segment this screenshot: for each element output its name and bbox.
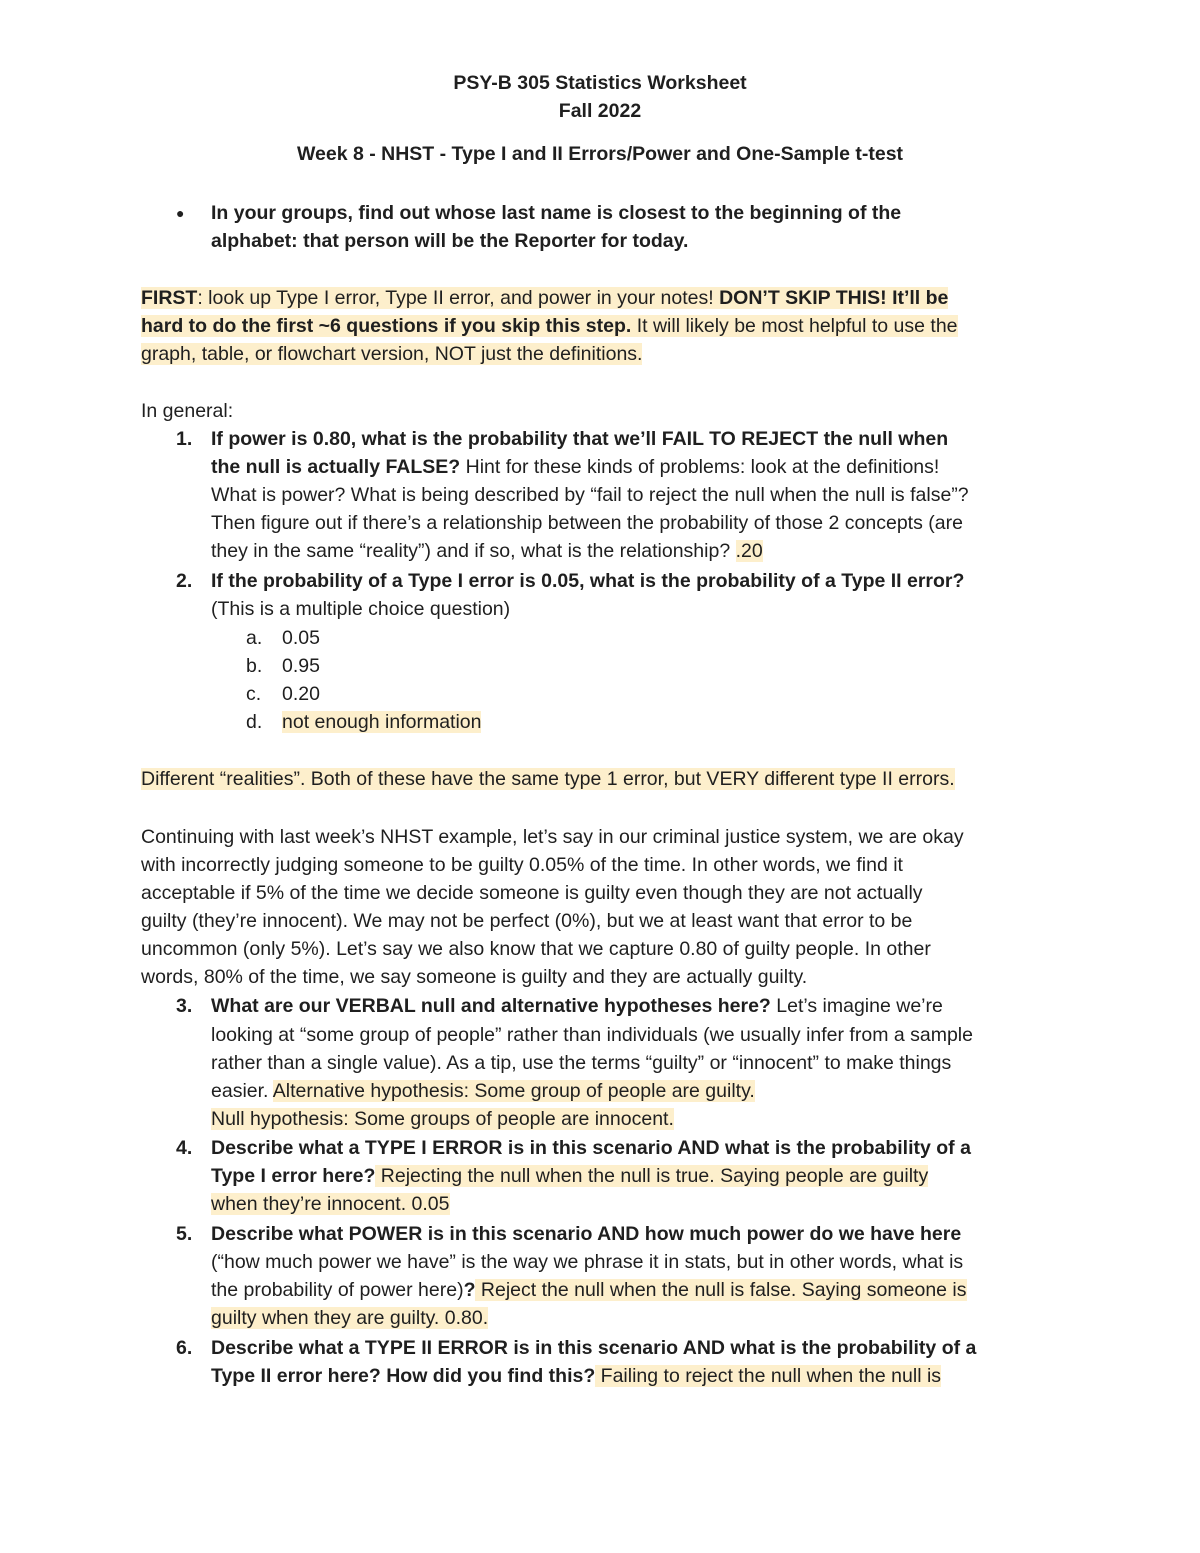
- q2-line-1: If the probability of a Type I error is 0.05, what is the probability of a Type II error?: [211, 570, 965, 592]
- q5-line-2: (“how much power we have” is the way we phrase it in stats, but in other words, what is: [211, 1251, 964, 1273]
- q2-option-a: 0.05: [282, 627, 320, 649]
- q1-line-1: If power is 0.80, what is the probability that we’ll FAIL TO REJECT the null when: [211, 428, 949, 450]
- q2-option-d: not enough information: [282, 711, 482, 733]
- q1-line-2: the null is actually FALSE? Hint for these kinds of problems: look at the definitions!: [211, 456, 940, 478]
- q2-number: 2.: [176, 570, 193, 592]
- q3-line-5: [211, 1105, 674, 1133]
- q4-line-1: Describe what a TYPE I ERROR is in this scenario AND what is the probability of a: [211, 1137, 971, 1159]
- q6-line-1: Describe what a TYPE II ERROR is in this scenario AND what is the probability of a: [211, 1337, 977, 1359]
- realities-note: Different “realities”. Both of these have the same type 1 error, but VERY different type II errors.: [141, 768, 955, 790]
- q3-line-1: What are our VERBAL null and alternative hypotheses here? Let’s imagine we’re: [211, 995, 943, 1017]
- q2-line-2: (This is a multiple choice question): [211, 598, 511, 620]
- q1-line-4: Then figure out if there’s a relationship between the probability of those 2 concepts (are: [211, 512, 963, 534]
- worksheet-week-heading: Week 8 - NHST - Type I and II Errors/Power and One-Sample t-test: [296, 143, 904, 165]
- q3-number: 3.: [176, 995, 193, 1017]
- q3-line-4: easier. Alternative hypothesis: Some group of people are guilty.: [211, 1080, 755, 1102]
- q2-option-letter: a.: [246, 627, 263, 649]
- q2-option-letter: c.: [246, 683, 262, 705]
- scenario-line-1: Continuing with last week’s NHST example, let’s say in our criminal justice system, we are okay: [141, 826, 964, 848]
- q2-option-c: 0.20: [282, 683, 320, 705]
- q5-line-4: guilty when they are guilty. 0.80.: [211, 1307, 489, 1329]
- scenario-line-3: acceptable if 5% of the time we decide someone is guilty even though they are not actually: [141, 882, 923, 904]
- q2-option-letter: b.: [246, 655, 263, 677]
- scenario-line-5: uncommon (only 5%). Let’s say we also know that we capture 0.80 of guilty people. In other: [141, 938, 931, 960]
- q5-line-3: the probability of power here)? Reject the null when the null is false. Saying someone is: [211, 1279, 967, 1301]
- in-general-label: In general:: [141, 400, 234, 422]
- q4-line-2: Type I error here? Rejecting the null when the null is true. Saying people are guilty: [211, 1165, 929, 1187]
- q1-line-3: What is power? What is being described by “fail to reject the null when the null is false”?: [211, 484, 969, 506]
- q1-number: 1.: [176, 428, 193, 450]
- q3-line-3: rather than a single value). As a tip, use the terms “guilty” or “innocent” to make things: [211, 1052, 952, 1074]
- first-line-2: hard to do the first ~6 questions if you skip this step. It will likely be most helpful to use the: [141, 315, 958, 337]
- q5-line-1: Describe what POWER is in this scenario AND how much power do we have here: [211, 1223, 962, 1245]
- worksheet-term: Fall 2022: [558, 100, 642, 122]
- q6-number: 6.: [176, 1337, 193, 1359]
- q5-number: 5.: [176, 1223, 193, 1245]
- scenario-line-6: words, 80% of the time, we say someone is guilty and they are actually guilty.: [141, 966, 808, 988]
- intro-bullet-line-2: alphabet: that person will be the Reporter for today.: [211, 230, 689, 252]
- q1-answer: .20: [735, 540, 763, 562]
- intro-bullet-line-1: In your groups, find out whose last name is closest to the beginning of the: [211, 202, 902, 224]
- first-line-3: graph, table, or flowchart version, NOT just the definitions.: [141, 343, 643, 365]
- first-line-1: FIRST: look up Type I error, Type II error, and power in your notes! DON’T SKIP THIS! It’ll be: [141, 287, 949, 309]
- q2-option-letter: d.: [246, 711, 263, 733]
- q4-line-3: when they’re innocent. 0.05: [211, 1193, 450, 1215]
- q4-number: 4.: [176, 1137, 193, 1159]
- bullet-icon: ●: [176, 205, 185, 221]
- q3-null-hypothesis: Null hypothesis: Some groups of people are innocent.: [211, 1108, 674, 1130]
- q6-line-2: Type II error here? How did you find this? Failing to reject the null when the null is: [211, 1365, 942, 1387]
- scenario-line-4: guilty (they’re innocent). We may not be perfect (0%), but we at least want that error to be: [141, 910, 913, 932]
- scenario-line-2: with incorrectly judging someone to be guilty 0.05% of the time. In other words, we find it: [141, 854, 903, 876]
- q2-option-b: 0.95: [282, 655, 320, 677]
- worksheet-title: PSY-B 305 Statistics Worksheet: [453, 72, 747, 94]
- q3-line-2: looking at “some group of people” rather than individuals (we usually infer from a sample: [211, 1024, 973, 1046]
- q1-line-5: they in the same “reality”) and if so, what is the relationship? .20: [211, 540, 763, 562]
- q3-alt-hypothesis: Alternative hypothesis: Some group of people are guilty.: [272, 1080, 755, 1102]
- first-label: FIRST: [141, 287, 198, 309]
